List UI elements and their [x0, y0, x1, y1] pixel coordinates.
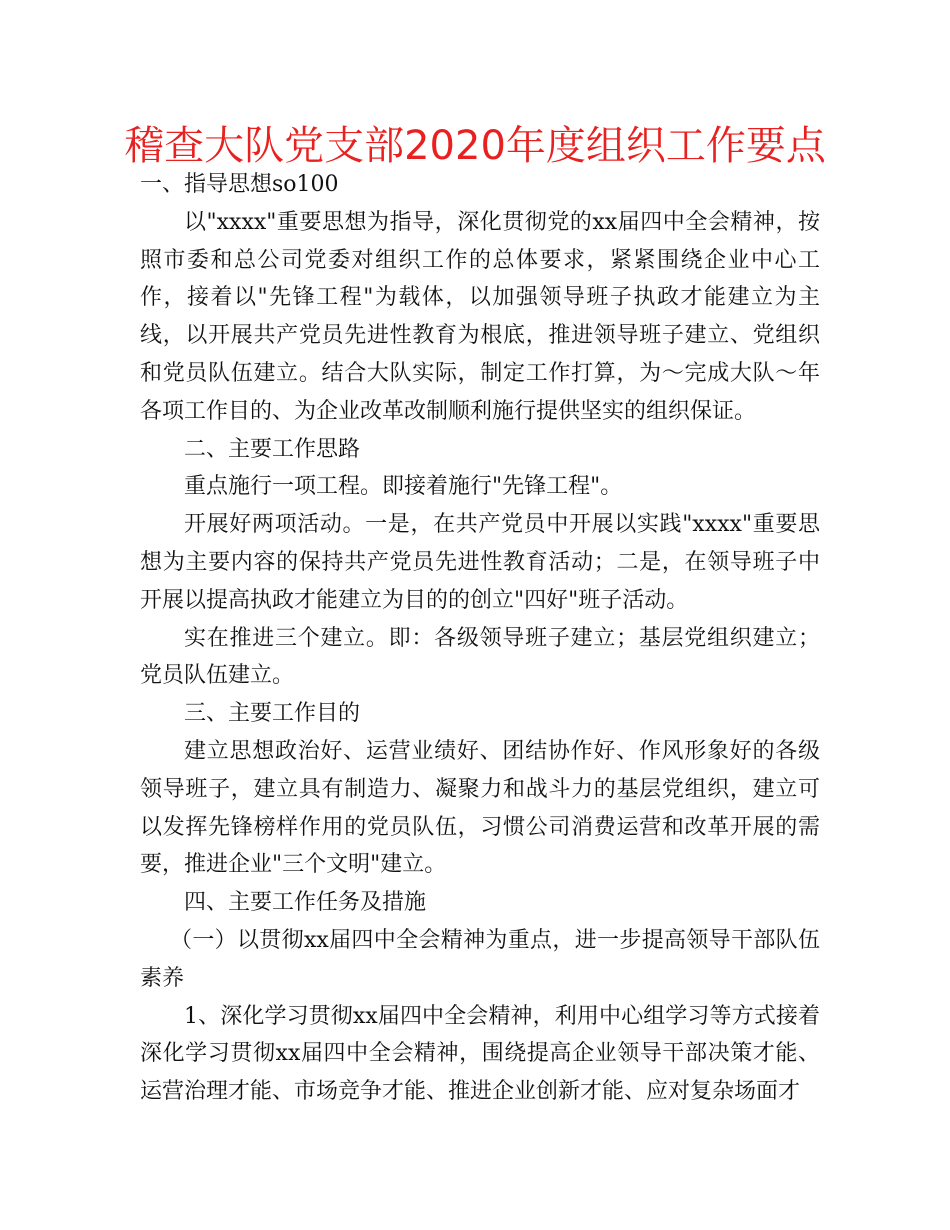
paragraph-item-1: 1、深化学习贯彻xx届四中全会精神，利用中心组学习等方式接着深化学习贯彻xx届四中全会精神，围绕提高企业领导干部决策才能、运营治理才能、市场竞争才能、推进企业创新才能、应对复杂场面才: [140, 1003, 820, 1105]
section-heading-work-goals: 三、主要工作目的: [184, 701, 361, 727]
section-heading-guiding-ideology: 一、指导思想so100: [140, 172, 339, 197]
paragraph-three-constructions: 实在推进三个建立。即：各级领导班子建立；基层党组织建立；党员队伍建立。: [140, 625, 820, 689]
paragraph-key-project: 重点施行一项工程。即接着施行"先锋工程"。: [184, 474, 623, 500]
paragraph-guiding-ideology: 以"xxxx"重要思想为指导，深化贯彻党的xx届四中全会精神，按照市委和总公司党委对组织工作的总体要求，紧紧围绕企业中心工作，接着以"先锋工程"为载体，以加强领导班子执政才能建立为主线，以开展共产党员先进性教育为根底，推进领导班子建立、党组织和党员队伍建立。结合大队实际，制定工作打算，为～完成大队～年各项工作目的、为企业改革改制顺利施行提供坚实的组织保证。: [140, 209, 820, 424]
paragraph-work-goals: 建立思想政治好、运营业绩好、团结协作好、作风形象好的各级领导班子，建立具有制造力、凝聚力和战斗力的基层党组织，建立可以发挥先锋榜样作用的党员队伍，习惯公司消费运营和改革开展的需要，推进企业"三个文明"建立。: [140, 738, 820, 878]
section-heading-tasks-measures: 四、主要工作任务及措施: [184, 890, 427, 916]
paragraph-two-activities: 开展好两项活动。一是，在共产党员中开展以实践"xxxx"重要思想为主要内容的保持共产党员先进性教育活动；二是，在领导班子中开展以提高执政才能建立为目的的创立"四好"班子活动。: [140, 512, 820, 613]
section-heading-work-approach: 二、主要工作思路: [184, 436, 361, 462]
document-body: [140, 166, 820, 1111]
document-title: 稽查大队党支部2020年度组织工作要点: [124, 123, 826, 169]
subsection-heading-1: （一）以贯彻xx届四中全会精神为重点，进一步提高领导干部队伍素养: [140, 927, 820, 991]
